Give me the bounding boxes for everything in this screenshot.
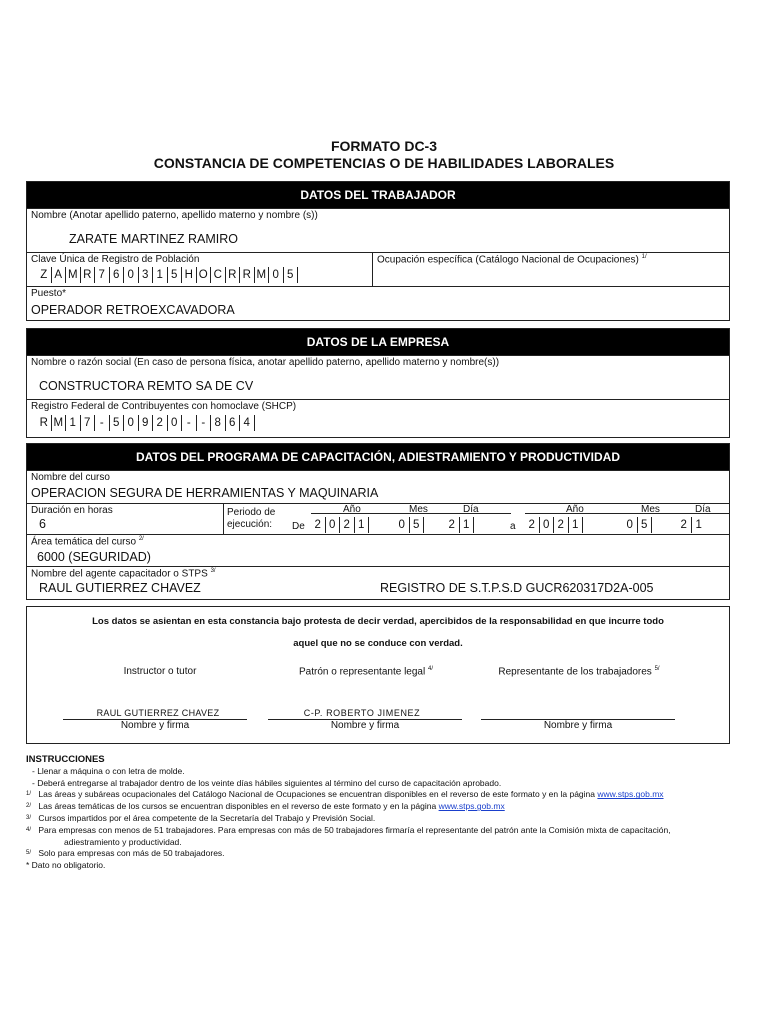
note-1: 1/ Las áreas y subáreas ocupacionales del Catálogo Nacional de Ocupaciones se encuentran disponibles en el reverso de este formato y en la página www.stps.gob.mx — [26, 789, 664, 800]
signature-section — [26, 606, 730, 744]
rfc-char-cell: 7 — [81, 415, 96, 431]
position-field[interactable]: OPERADOR RETROEXCAVADORA — [31, 303, 235, 317]
instructor-label: Instructor o tutor — [123, 666, 197, 677]
agent-registry-field[interactable]: REGISTRO DE S.T.P.S.D GUCR620317D2A-005 — [380, 581, 654, 595]
date-char-cell: 2 — [311, 517, 326, 533]
curp-char-cell: 5 — [284, 267, 299, 283]
declaration-line-1: Los datos se asientan en esta constancia bajo protesta de decir verdad, apercibidos de la responsabilidad en que incurre todo — [92, 616, 664, 627]
curp-char-cell: C — [211, 267, 226, 283]
program-section-header: DATOS DEL PROGRAMA DE CAPACITACIÓN, ADIESTRAMIENTO Y PRODUCTIVIDAD — [27, 444, 729, 470]
curp-char-cell: M — [255, 267, 270, 283]
area-field[interactable]: 6000 (SEGURIDAD) — [37, 550, 151, 564]
instructor-name: RAUL GUTIERREZ CHAVEZ — [96, 708, 220, 718]
course-name-field[interactable]: OPERACION SEGURA DE HERRAMIENTAS Y MAQUINARIA — [31, 486, 379, 500]
stps-link-2[interactable]: www.stps.gob.mx — [438, 801, 505, 812]
date-char-cell: 1 — [695, 519, 702, 531]
rfc-char-cell: 1 — [66, 415, 81, 431]
curp-field[interactable] — [37, 267, 298, 283]
rfc-char-cell: - — [182, 415, 197, 431]
date-char-cell: 2 — [525, 517, 540, 533]
position-label: Puesto* — [31, 288, 67, 299]
company-name-field[interactable]: CONSTRUCTORA REMTO SA DE CV — [39, 379, 254, 393]
curp-char-cell: 5 — [168, 267, 183, 283]
program-section — [26, 443, 730, 600]
rfc-field[interactable] — [37, 415, 255, 431]
to-day-field[interactable] — [677, 517, 706, 533]
area-label: Área temática del curso $^{2/}$ — [31, 536, 144, 548]
curp-char-cell: R — [226, 267, 241, 283]
curp-char-cell: 7 — [95, 267, 110, 283]
from-year-label: Año — [343, 504, 361, 515]
curp-char-cell: O — [197, 267, 212, 283]
note-4-cont: adiestramiento y productividad. — [64, 836, 182, 847]
to-day-label: Día — [695, 504, 711, 515]
duration-label: Duración en horas — [31, 505, 113, 516]
to-year-label: Año — [566, 504, 584, 515]
from-day-field[interactable] — [445, 517, 474, 533]
rfc-char-cell: M — [52, 415, 67, 431]
worker-position-row — [27, 286, 729, 321]
to-year-field[interactable] — [525, 517, 583, 533]
curp-char-cell: R — [81, 267, 96, 283]
to-label: a — [510, 521, 516, 532]
course-row — [27, 470, 729, 503]
employer-name: C-P. ROBERTO JIMENEZ — [303, 708, 421, 718]
rfc-char-cell: - — [95, 415, 110, 431]
from-month-label: Mes — [409, 504, 428, 515]
rfc-char-cell: 6 — [226, 415, 241, 431]
period-label-2: ejecución: — [227, 519, 273, 530]
date-char-cell: 0 — [540, 517, 555, 533]
agent-label: Nombre del agente capacitador o STPS $^{3/}$ — [31, 568, 216, 580]
rfc-char-cell: 8 — [211, 415, 226, 431]
rfc-char-cell: 0 — [124, 415, 139, 431]
curp-char-cell: A — [52, 267, 67, 283]
note-2: 2/ Las áreas temáticas de los cursos se encuentran disponibles en el reverso de este formato y en la página www.stps.gob.mx — [26, 801, 505, 812]
from-label: De — [292, 521, 305, 532]
to-month-field[interactable] — [623, 517, 652, 533]
curp-char-cell: 6 — [110, 267, 125, 283]
company-section-header: DATOS DE LA EMPRESA — [27, 329, 729, 355]
workers-rep-sign-caption: Nombre y firma — [543, 720, 613, 731]
curp-char-cell: 3 — [139, 267, 154, 283]
from-month-field[interactable] — [395, 517, 424, 533]
date-char-cell: 2 — [340, 517, 355, 533]
curp-char-cell: R — [240, 267, 255, 283]
company-name-row — [27, 355, 729, 399]
company-rfc-row — [27, 399, 729, 438]
date-char-cell: 0 — [623, 517, 638, 533]
rfc-char-cell: 5 — [110, 415, 125, 431]
rfc-char-cell: R — [37, 415, 52, 431]
rfc-char-cell: - — [197, 415, 212, 431]
instructor-sign-caption: Nombre y firma — [120, 720, 190, 731]
note-3: 3/ Cursos impartidos por el área competente de la Secretaría del Trabajo y Previsión Social. — [26, 812, 376, 823]
rfc-char-cell: 2 — [153, 415, 168, 431]
declaration-line-2: aquel que no se conduce con verdad. — [293, 638, 463, 649]
date-char-cell: 1 — [355, 517, 370, 533]
date-char-cell: 1 — [569, 517, 584, 533]
optional-note: * Dato no obligatorio. — [26, 860, 106, 871]
note-5: 5/ Solo para empresas con más de 50 trabajadores. — [26, 848, 225, 859]
rfc-label: Registro Federal de Contribuyentes con homoclave (SHCP) — [31, 401, 297, 412]
date-char-cell: 2 — [554, 517, 569, 533]
form-main-title: CONSTANCIA DE COMPETENCIAS O DE HABILIDADES LABORALES — [153, 155, 615, 171]
company-section — [26, 328, 730, 438]
worker-section — [26, 181, 730, 321]
period-label-1: Periodo de — [227, 507, 276, 518]
occupation-label: Ocupación específica (Catálogo Nacional de Ocupaciones) $^{1/}$ — [377, 254, 647, 266]
instruction-2: - Deberá entregarse al trabajador dentro de los veinte días hábiles siguientes al término del curso de capacitación aprobado. — [32, 777, 502, 788]
duration-field[interactable]: 6 — [39, 517, 46, 531]
company-name-label: Nombre o razón social (En caso de persona física, anotar apellido paterno, apellido materno y nombre(s)) — [31, 357, 500, 368]
date-char-cell: 2 — [677, 517, 692, 533]
workers-rep-label: Representante de los trabajadores $^{5/}$ — [498, 666, 660, 678]
curp-char-cell: H — [182, 267, 197, 283]
date-char-cell: 0 — [395, 517, 410, 533]
curp-char-cell: 1 — [153, 267, 168, 283]
form-code-title: FORMATO DC-3 — [330, 138, 438, 154]
agent-row — [27, 566, 729, 600]
date-char-cell: 5 — [410, 517, 425, 533]
from-year-field[interactable] — [311, 517, 369, 533]
employer-sign-caption: Nombre y firma — [330, 720, 400, 731]
rfc-char-cell: 4 — [240, 415, 255, 431]
instruction-1: - Llenar a máquina o con letra de molde. — [32, 765, 185, 776]
course-name-label: Nombre del curso — [31, 472, 110, 483]
date-char-cell: 5 — [638, 517, 653, 533]
note-4: 4/ Para empresas con menos de 51 trabajadores. Para empresas con más de 50 trabajadores firmaría el representante del patrón ante la Comisión mixta de capacitación, — [26, 824, 671, 835]
to-month-label: Mes — [641, 504, 660, 515]
agent-name-field[interactable]: RAUL GUTIERREZ CHAVEZ — [39, 581, 201, 595]
from-day-label: Día — [463, 504, 479, 515]
worker-section-header: DATOS DEL TRABAJADOR — [27, 182, 729, 208]
curp-char-cell: 0 — [124, 267, 139, 283]
duration-period-row — [27, 503, 729, 534]
stps-link-1[interactable]: www.stps.gob.mx — [597, 789, 664, 800]
curp-char-cell: 0 — [269, 267, 284, 283]
date-char-cell: 0 — [326, 517, 341, 533]
rfc-char-cell: 0 — [168, 415, 183, 431]
worker-name-row — [27, 208, 729, 252]
area-row — [27, 534, 729, 566]
employer-label: Patrón o representante legal $^{4/}$ — [299, 666, 433, 678]
rfc-char-cell: 9 — [139, 415, 154, 431]
instructions-block — [26, 754, 726, 872]
curp-char-cell: M — [66, 267, 81, 283]
instructions-title: INSTRUCCIONES — [26, 754, 105, 765]
worker-name-label: Nombre (Anotar apellido paterno, apellido materno y nombre (s)) — [31, 210, 318, 221]
date-char-cell: 1 — [460, 517, 475, 533]
worker-curp-row — [27, 252, 729, 286]
curp-char-cell: Z — [37, 267, 52, 283]
curp-label: Clave Única de Registro de Población — [31, 254, 200, 265]
date-char-cell: 2 — [445, 517, 460, 533]
worker-name-field[interactable]: ZARATE MARTINEZ RAMIRO — [69, 232, 238, 246]
